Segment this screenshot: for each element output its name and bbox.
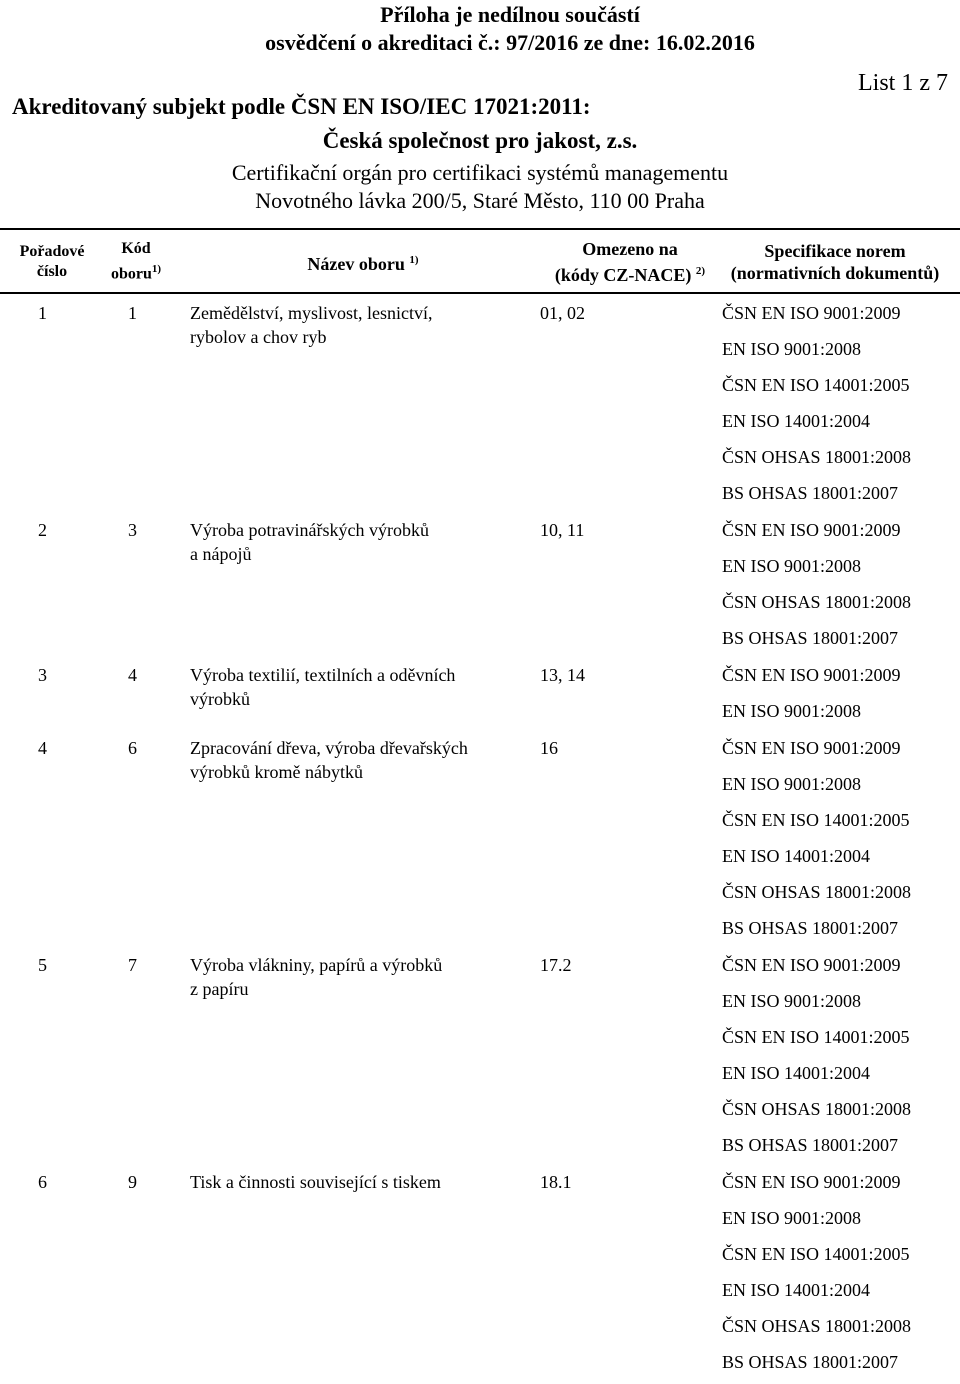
row-2-name-line2: a nápojů xyxy=(190,544,252,564)
row-3-name-line2: výrobků xyxy=(190,689,250,709)
row-5-order: 5 xyxy=(38,955,47,975)
header-name-footnote: 1) xyxy=(409,254,419,266)
row-4-name xyxy=(190,736,530,784)
row-6-order: 6 xyxy=(38,1172,47,1192)
row-2-name-line1: Výroba potravinářských výrobků xyxy=(190,520,429,540)
header-order xyxy=(10,236,94,288)
sheet-number: List 1 z 7 xyxy=(858,70,948,96)
row-5-norm: EN ISO 14001:2004 xyxy=(722,1063,870,1083)
row-4-order: 4 xyxy=(38,738,47,758)
row-3-order: 3 xyxy=(38,665,47,685)
row-4-code: 6 xyxy=(128,738,137,758)
row-1-norm: EN ISO 9001:2008 xyxy=(722,339,861,359)
row-4-name-line1: Zpracování dřeva, výroba dřevařských xyxy=(190,738,468,758)
header-code xyxy=(100,236,172,288)
row-6-norm: ČSN OHSAS 18001:2008 xyxy=(722,1316,912,1336)
row-5-norms xyxy=(722,947,911,1163)
header-name xyxy=(268,236,458,288)
row-4-norm: EN ISO 14001:2004 xyxy=(722,846,870,866)
row-1-norm: EN ISO 14001:2004 xyxy=(722,411,870,431)
row-6-norm: BS OHSAS 18001:2007 xyxy=(722,1352,899,1372)
row-3-norm: EN ISO 9001:2008 xyxy=(722,701,861,721)
row-1-norms xyxy=(722,295,911,511)
row-1-code: 1 xyxy=(128,303,137,323)
row-2-nace: 10, 11 xyxy=(540,520,585,540)
row-6-norms xyxy=(722,1164,911,1380)
row-3-nace: 13, 14 xyxy=(540,665,585,685)
row-4-name-line2: výrobků kromě nábytků xyxy=(190,762,363,782)
row-6-code: 9 xyxy=(128,1172,137,1192)
organization-name: Česká společnost pro jakost, z.s. xyxy=(322,128,638,153)
row-2-norm: ČSN OHSAS 18001:2008 xyxy=(722,592,912,612)
row-2-code: 3 xyxy=(128,520,137,540)
annex-line-1: Příloha je nedílnou součástí xyxy=(380,2,640,27)
row-3-norm: ČSN EN ISO 9001:2009 xyxy=(722,665,901,685)
header-limit xyxy=(530,236,730,288)
row-1-norm: ČSN OHSAS 18001:2008 xyxy=(722,447,912,467)
organization-address: Novotného lávka 200/5, Staré Město, 110 00 Praha xyxy=(255,188,705,213)
header-limit-line1: Omezeno na xyxy=(582,239,678,259)
row-4-norm: ČSN OHSAS 18001:2008 xyxy=(722,882,912,902)
row-1-norm: ČSN EN ISO 9001:2009 xyxy=(722,303,901,323)
row-3-norms xyxy=(722,657,901,729)
row-3-name-line1: Výroba textilií, textilních a oděvních xyxy=(190,665,456,685)
header-order-line1: Pořadové xyxy=(19,243,85,260)
row-6-name-line1: Tisk a činnosti související s tiskem xyxy=(190,1172,441,1192)
header-limit-line2: (kódy CZ-NACE) xyxy=(554,265,692,285)
row-4-norm: BS OHSAS 18001:2007 xyxy=(722,918,899,938)
row-1-name-line1: Zemědělství, myslivost, lesnictví, xyxy=(190,303,433,323)
annex-line-2: osvědčení o akreditaci č.: 97/2016 ze dne: 16.02.2016 xyxy=(265,30,755,55)
row-4-norm: ČSN EN ISO 9001:2009 xyxy=(722,738,901,758)
row-1-nace: 01, 02 xyxy=(540,303,585,323)
organization-body: Certifikační orgán pro certifikaci systémů managementu xyxy=(231,160,729,185)
table-header-rule xyxy=(0,292,960,294)
row-6-name xyxy=(190,1170,530,1194)
row-3-name xyxy=(190,663,530,711)
header-spec xyxy=(712,236,958,288)
row-6-norm: ČSN EN ISO 9001:2009 xyxy=(722,1172,901,1192)
row-2-norms xyxy=(722,512,911,656)
row-6-nace: 18.1 xyxy=(540,1172,572,1192)
row-5-norm: ČSN EN ISO 9001:2009 xyxy=(722,955,901,975)
header-name-text: Název oboru xyxy=(307,254,405,274)
row-5-nace: 17.2 xyxy=(540,955,572,975)
row-2-name xyxy=(190,518,530,566)
row-1-name xyxy=(190,301,530,349)
row-6-norm: EN ISO 14001:2004 xyxy=(722,1280,870,1300)
row-5-norm: EN ISO 9001:2008 xyxy=(722,991,861,1011)
row-4-norm: ČSN EN ISO 14001:2005 xyxy=(722,810,910,830)
row-5-code: 7 xyxy=(128,955,137,975)
row-5-name xyxy=(190,953,530,1001)
row-4-norms xyxy=(722,730,911,946)
header-limit-footnote: 2) xyxy=(695,265,706,277)
row-5-norm: BS OHSAS 18001:2007 xyxy=(722,1135,899,1155)
row-2-norm: ČSN EN ISO 9001:2009 xyxy=(722,520,901,540)
row-3-code: 4 xyxy=(128,665,137,685)
header-spec-line1: Specifikace norem xyxy=(764,241,906,261)
row-4-nace: 16 xyxy=(540,738,558,758)
header-code-line1: Kód xyxy=(121,240,151,258)
row-5-norm: ČSN EN ISO 14001:2005 xyxy=(722,1027,910,1047)
table-top-rule xyxy=(0,228,960,230)
row-2-order: 2 xyxy=(38,520,47,540)
header-code-line2: oboru xyxy=(110,265,152,283)
header-spec-line2: (normativních dokumentů) xyxy=(730,263,940,283)
row-6-norm: ČSN EN ISO 14001:2005 xyxy=(722,1244,910,1264)
row-5-norm: ČSN OHSAS 18001:2008 xyxy=(722,1099,912,1119)
row-4-norm: EN ISO 9001:2008 xyxy=(722,774,861,794)
row-2-norm: BS OHSAS 18001:2007 xyxy=(722,628,899,648)
accredited-subject-label: Akreditovaný subjekt podle ČSN EN ISO/IEC 17021:2011: xyxy=(12,94,591,119)
row-6-norm: EN ISO 9001:2008 xyxy=(722,1208,861,1228)
row-5-name-line2: z papíru xyxy=(190,979,249,999)
row-1-order: 1 xyxy=(38,303,47,323)
header-order-line2: číslo xyxy=(36,263,68,280)
row-2-norm: EN ISO 9001:2008 xyxy=(722,556,861,576)
header-code-footnote: 1) xyxy=(151,263,162,276)
row-1-norm: BS OHSAS 18001:2007 xyxy=(722,483,899,503)
row-1-norm: ČSN EN ISO 14001:2005 xyxy=(722,375,910,395)
row-1-name-line2: rybolov a chov ryb xyxy=(190,327,327,347)
row-5-name-line1: Výroba vlákniny, papírů a výrobků xyxy=(190,955,443,975)
